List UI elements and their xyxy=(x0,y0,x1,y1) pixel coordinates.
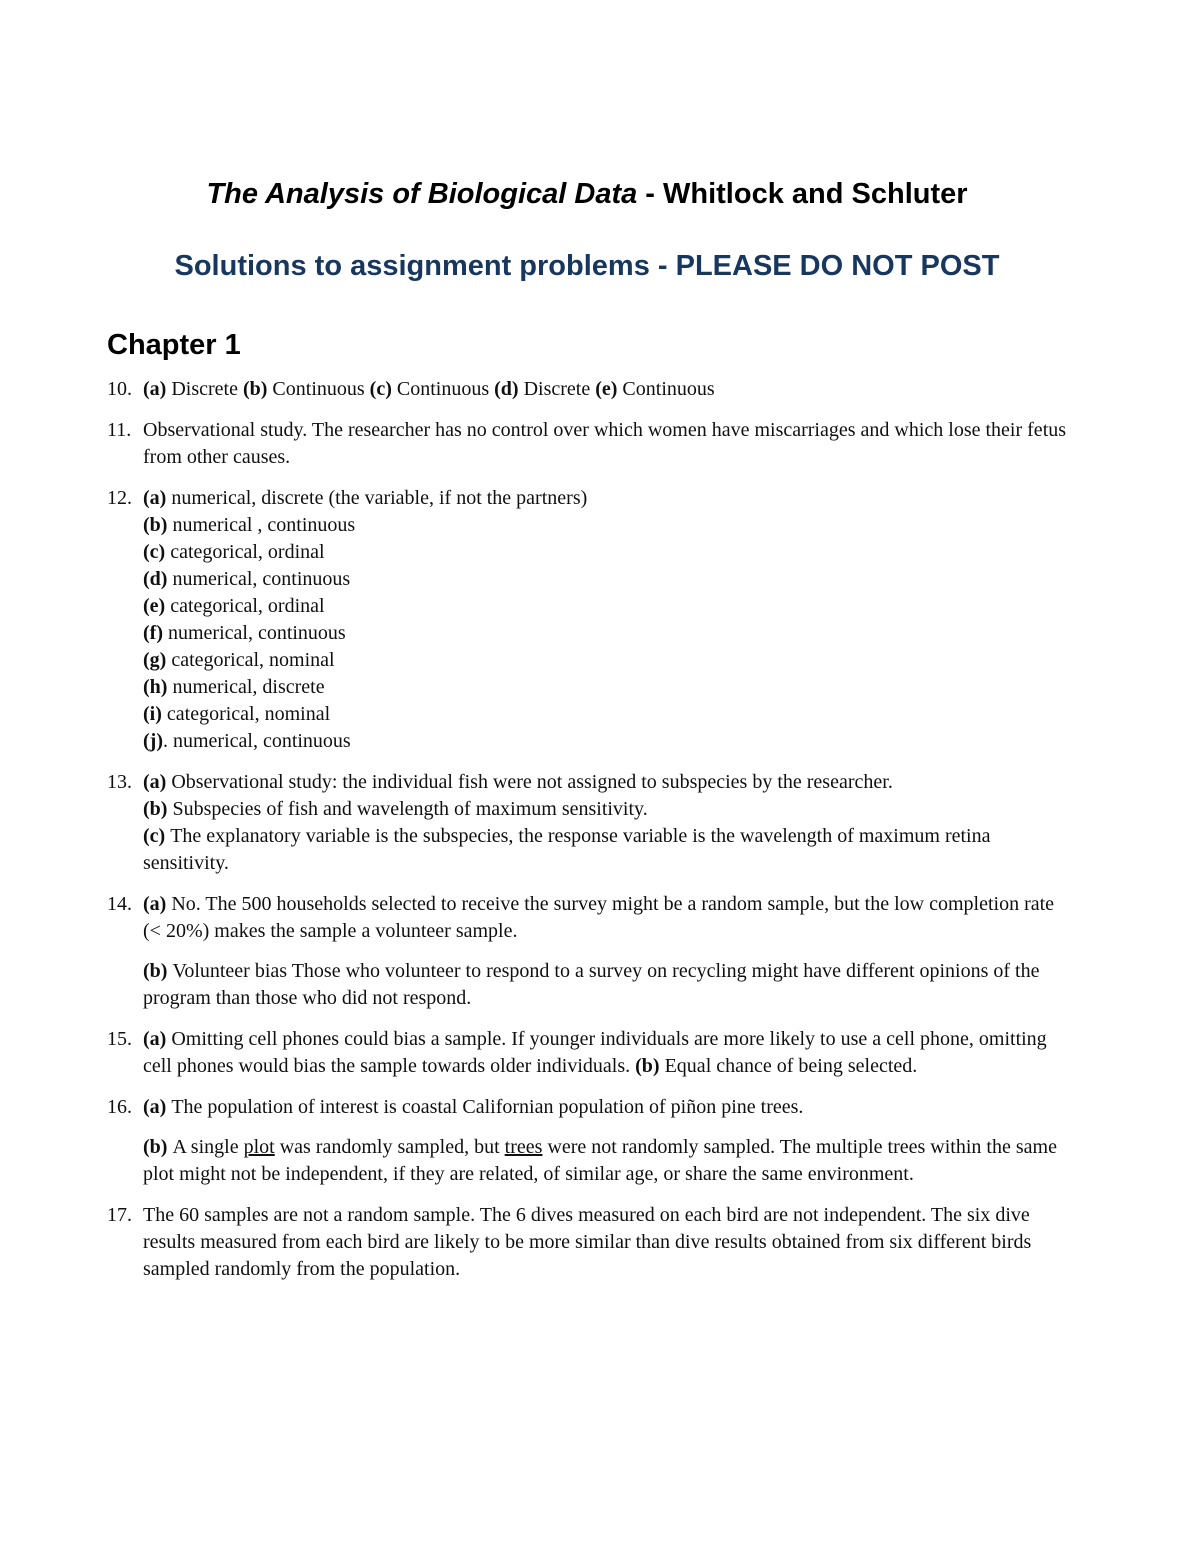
item-paragraph: (d) numerical, continuous xyxy=(143,568,351,590)
item-body xyxy=(143,376,1067,403)
solution-item-14 xyxy=(107,891,1067,1012)
item-number: 10. xyxy=(107,378,132,400)
solutions-list xyxy=(107,376,1067,1283)
chapter-heading: Chapter 1 xyxy=(107,329,241,361)
item-paragraph: (i) categorical, nominal xyxy=(143,703,331,725)
item-paragraph: (a) Omitting cell phones could bias a sample. If younger individuals are more likely to use a cell phone, omitting cell phones would bias the sample towards older individuals. (b) Equal chance of being selected. xyxy=(143,1028,1047,1077)
item-paragraph: (a) Observational study: the individual fish were not assigned to subspecies by the researcher. xyxy=(143,771,893,793)
item-paragraph: Observational study. The researcher has no control over which women have miscarriages and which lose their fetus from other causes. xyxy=(143,419,1067,468)
solution-item-15 xyxy=(107,1026,1067,1080)
document-subtitle: Solutions to assignment problems - PLEASE DO NOT POST xyxy=(174,250,1000,282)
item-paragraph: (b) A single plot was randomly sampled, but trees were not randomly sampled. The multiple trees within the same plot might not be independent, if they are related, of similar age, or share the same environment. xyxy=(143,1136,1057,1185)
item-body xyxy=(143,769,1067,877)
solution-item-13 xyxy=(107,769,1067,877)
solution-item-16 xyxy=(107,1094,1067,1188)
item-number: 17. xyxy=(107,1204,132,1226)
item-paragraph: (c) The explanatory variable is the subspecies, the response variable is the wavelength of maximum retina sensitivity. xyxy=(143,825,991,874)
document-title-authors: - Whitlock and Schluter xyxy=(637,178,968,210)
item-number: 13. xyxy=(107,771,132,793)
item-paragraph: (a) numerical, discrete (the variable, if not the partners) xyxy=(143,487,588,509)
item-paragraph: The 60 samples are not a random sample. The 6 dives measured on each bird are not independent. The six dive results measured from each bird are likely to be more similar than dive results obtained from six different birds sampled randomly from the population. xyxy=(143,1204,1032,1280)
item-number: 12. xyxy=(107,487,132,509)
document-title-book: The Analysis of Biological Data xyxy=(206,178,638,210)
solution-item-12 xyxy=(107,485,1067,755)
item-paragraph: (a) The population of interest is coastal Californian population of piñon pine trees. xyxy=(143,1096,804,1118)
item-number: 16. xyxy=(107,1096,132,1118)
item-paragraph: (g) categorical, nominal xyxy=(143,649,335,671)
solution-item-10 xyxy=(107,376,1067,403)
item-paragraph: (e) categorical, ordinal xyxy=(143,595,325,617)
item-paragraph: (h) numerical, discrete xyxy=(143,676,325,698)
solution-item-17 xyxy=(107,1202,1067,1283)
item-number: 15. xyxy=(107,1028,132,1050)
solution-item-11 xyxy=(107,417,1067,471)
item-paragraph: (b) Volunteer bias Those who volunteer to respond to a survey on recycling might have different opinions of the program than those who did not respond. xyxy=(143,960,1040,1009)
item-body xyxy=(143,1202,1067,1283)
item-body xyxy=(143,417,1067,471)
item-paragraph: (a) No. The 500 households selected to receive the survey might be a random sample, but the low completion rate (< 20%) makes the sample a volunteer sample. xyxy=(143,893,1055,942)
item-number: 11. xyxy=(107,419,132,441)
item-paragraph: (b) numerical , continuous xyxy=(143,514,356,536)
item-paragraph: (f) numerical, continuous xyxy=(143,622,346,644)
item-body xyxy=(143,485,1067,755)
item-body xyxy=(143,1094,1067,1188)
item-paragraph: (b) Subspecies of fish and wavelength of maximum sensitivity. xyxy=(143,798,648,820)
item-paragraph: (j). numerical, continuous xyxy=(143,730,351,752)
item-body xyxy=(143,1026,1067,1080)
item-body xyxy=(143,891,1067,1012)
document-title xyxy=(107,176,1067,212)
item-paragraph: (a) Discrete (b) Continuous (c) Continuous (d) Discrete (e) Continuous xyxy=(143,378,715,400)
item-number: 14. xyxy=(107,893,132,915)
item-paragraph: (c) categorical, ordinal xyxy=(143,541,325,563)
